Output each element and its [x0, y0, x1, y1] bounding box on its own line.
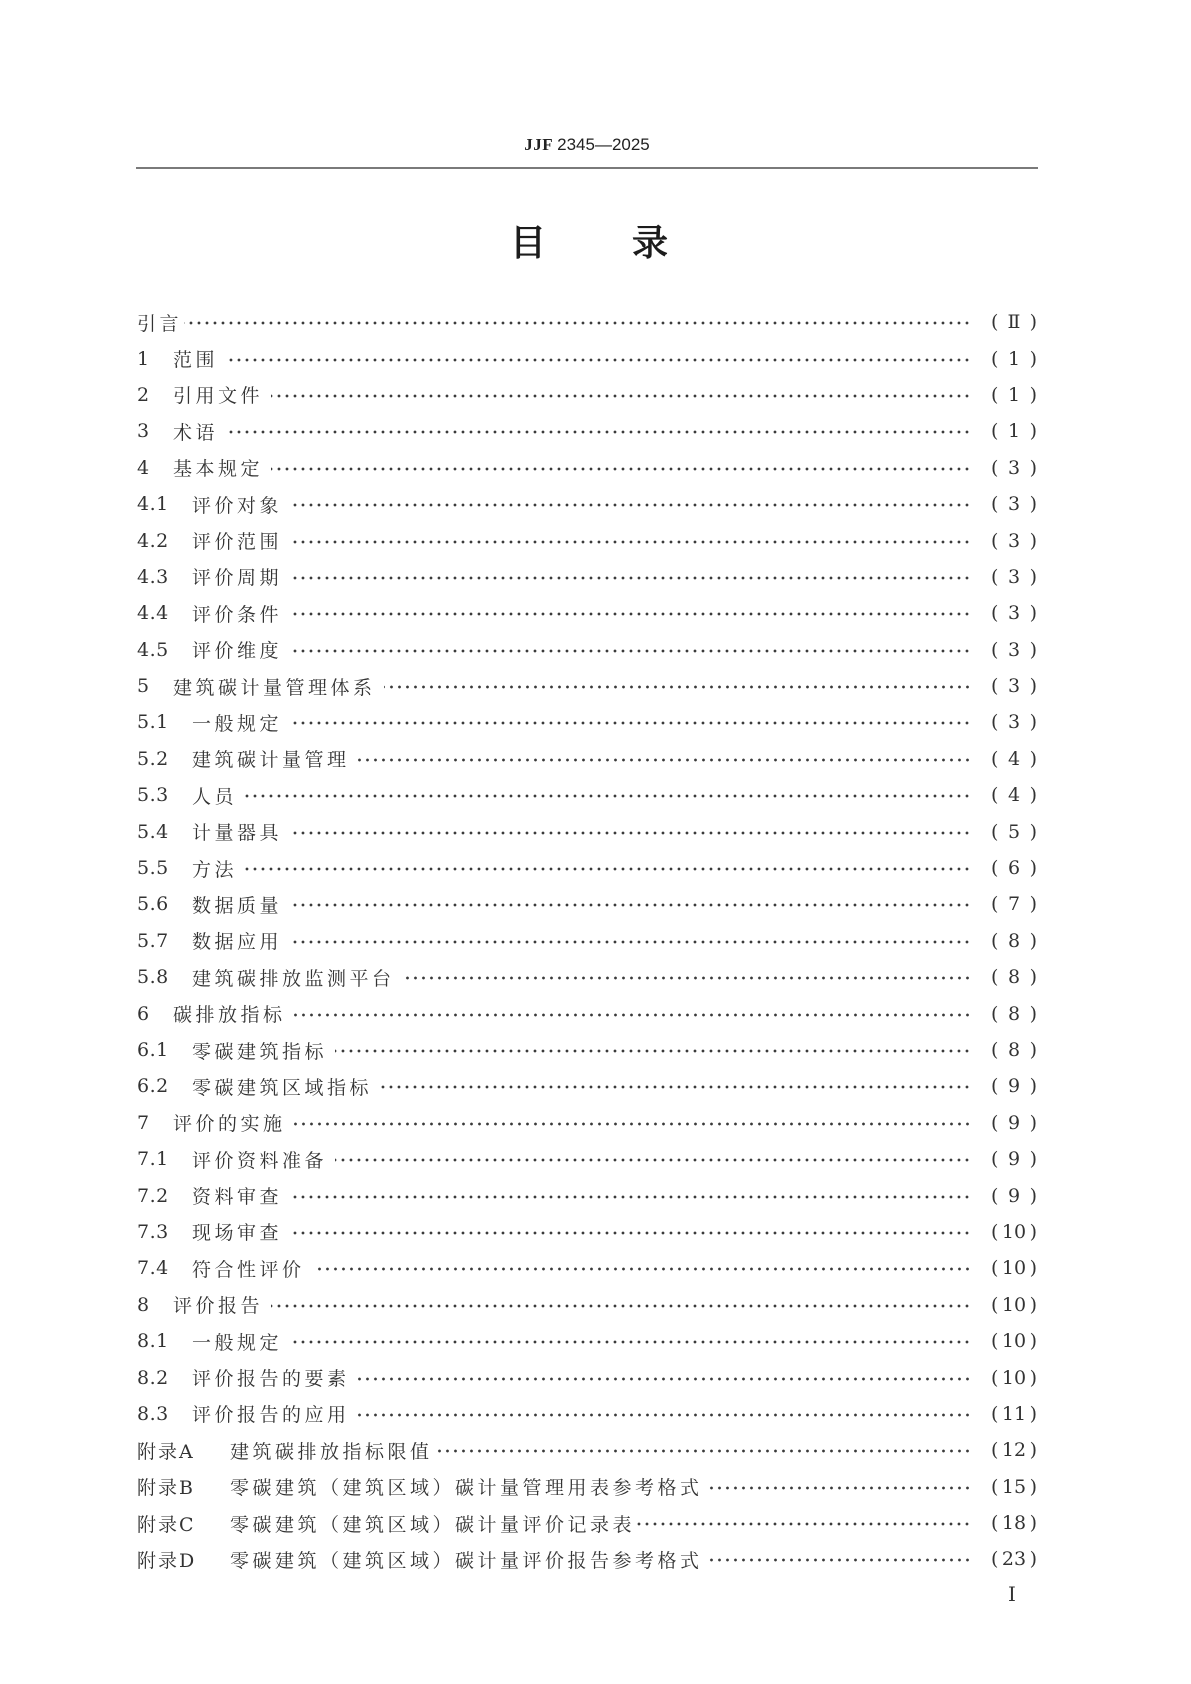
toc-entry-label: 基本规定 — [173, 458, 264, 481]
dot-leader — [290, 540, 971, 544]
page-open-paren: ( — [991, 1402, 999, 1425]
toc-entry-number: 8 — [137, 1293, 150, 1316]
toc-entry-number: 7.2 — [137, 1184, 169, 1207]
toc-entry-number: 6.1 — [137, 1039, 169, 1061]
toc-entry[interactable] — [137, 959, 1037, 995]
page-number: 10 — [1001, 1366, 1027, 1389]
toc-entry-number: 4.4 — [137, 602, 169, 625]
toc-entry-number: 3 — [137, 420, 150, 443]
page-close-paren: ) — [1029, 1548, 1037, 1571]
page-number: 7 — [1007, 893, 1021, 916]
toc-entry[interactable] — [137, 413, 1037, 449]
toc-entry-label: 评价报告的应用 — [192, 1404, 350, 1427]
page-close-paren: ) — [1029, 1111, 1037, 1134]
toc-entry[interactable] — [137, 377, 1037, 413]
page-close-paren: ) — [1029, 1475, 1037, 1498]
page-number: 3 — [1007, 675, 1021, 698]
page-number: 8 — [1007, 1002, 1021, 1025]
toc-entry-number: 5.5 — [137, 857, 169, 880]
toc-entry-number: 2 — [137, 383, 150, 406]
page-open-paren: ( — [991, 675, 999, 698]
toc-entry-number: 7 — [137, 1111, 150, 1134]
toc-entry-page — [991, 821, 1037, 843]
page-open-paren: ( — [991, 1002, 999, 1025]
page-number: 12 — [1001, 1439, 1027, 1462]
page-open-paren: ( — [991, 1330, 999, 1353]
dot-leader — [705, 1486, 971, 1490]
toc-entry-number: 7.1 — [137, 1148, 169, 1171]
toc-entry-page — [991, 1003, 1037, 1025]
page-folio: I — [1008, 1582, 1016, 1606]
toc-entry-page — [991, 602, 1037, 624]
toc-entry-number: 6.2 — [137, 1075, 169, 1098]
page-close-paren: ) — [1029, 602, 1037, 625]
page-number: 18 — [1001, 1512, 1027, 1535]
page-number: 9 — [1007, 1148, 1021, 1171]
toc-entry-label: 引言 — [137, 312, 183, 335]
toc-entry-number: 4.3 — [137, 565, 169, 588]
table-of-contents — [137, 304, 1037, 1578]
toc-entry-label: 零碳建筑（建筑区域）碳计量评价报告参考格式 — [230, 1549, 703, 1572]
toc-entry-label: 建筑碳计量管理体系 — [173, 676, 376, 699]
dot-leader — [358, 1377, 971, 1381]
page-number: 1 — [1007, 383, 1021, 406]
toc-entry-page — [991, 493, 1037, 515]
toc-entry-page — [991, 639, 1037, 661]
toc-entry[interactable] — [137, 340, 1037, 376]
page-open-paren: ( — [991, 1293, 999, 1316]
toc-entry-page — [991, 566, 1037, 588]
page-close-paren: ) — [1029, 638, 1037, 661]
page-number: 4 — [1007, 784, 1021, 807]
page-close-paren: ) — [1029, 1257, 1037, 1280]
page-open-paren: ( — [991, 929, 999, 952]
page-open-paren: ( — [991, 1220, 999, 1243]
page-close-paren: ) — [1029, 420, 1037, 443]
page-close-paren: ) — [1029, 893, 1037, 916]
toc-entry-number: 附录D — [137, 1549, 197, 1572]
dot-leader — [637, 1522, 971, 1526]
toc-entry[interactable] — [137, 1141, 1037, 1177]
toc-entry[interactable] — [137, 304, 1037, 340]
toc-entry-page — [991, 930, 1037, 952]
page-open-paren: ( — [991, 711, 999, 734]
running-header — [0, 134, 1174, 156]
page-open-paren: ( — [991, 1075, 999, 1098]
page-number: 9 — [1007, 1111, 1021, 1134]
toc-entry-label: 一般规定 — [192, 1331, 283, 1354]
page-open-paren: ( — [991, 529, 999, 552]
toc-entry-page — [991, 311, 1037, 333]
page-number: 15 — [1001, 1475, 1027, 1498]
toc-entry-number: 8.1 — [137, 1330, 169, 1353]
toc-entry-number: 附录C — [137, 1513, 196, 1536]
dot-leader — [403, 976, 971, 980]
page-close-paren: ) — [1029, 347, 1037, 370]
toc-entry-number: 5.4 — [137, 820, 169, 843]
toc-entry-page — [991, 420, 1037, 442]
dot-leader — [226, 358, 971, 362]
dot-leader — [380, 1085, 971, 1089]
dot-leader — [290, 721, 971, 725]
page-number: 10 — [1001, 1293, 1027, 1316]
page-open-paren: ( — [991, 1039, 999, 1061]
toc-entry-label: 评价报告的要素 — [192, 1368, 350, 1391]
page-close-paren: ) — [1029, 311, 1037, 334]
toc-entry-page — [991, 1403, 1037, 1425]
page-number: Ⅱ — [1007, 311, 1021, 334]
page-close-paren: ) — [1029, 1184, 1037, 1207]
page-close-paren: ) — [1029, 747, 1037, 770]
toc-entry[interactable] — [137, 522, 1037, 558]
page-number: 9 — [1007, 1184, 1021, 1207]
page-title: 目录 — [509, 223, 754, 264]
toc-entry[interactable] — [137, 1541, 1037, 1577]
page-close-paren: ) — [1029, 1075, 1037, 1098]
dot-leader — [358, 758, 971, 762]
toc-entry-label: 方法 — [192, 858, 238, 881]
toc-entry-label: 一般规定 — [192, 712, 283, 735]
page-open-paren: ( — [991, 420, 999, 443]
toc-entry[interactable] — [137, 923, 1037, 959]
toc-entry-page — [991, 1112, 1037, 1134]
toc-entry-number: 7.4 — [137, 1257, 169, 1280]
dot-leader — [335, 1049, 971, 1053]
toc-entry[interactable] — [137, 813, 1037, 849]
toc-entry-page — [991, 1439, 1037, 1461]
dot-leader — [290, 1340, 971, 1344]
dot-leader — [384, 685, 971, 689]
page-close-paren: ) — [1029, 675, 1037, 698]
dot-leader — [705, 1558, 971, 1562]
toc-entry[interactable] — [137, 1505, 1037, 1541]
toc-entry-label: 评价对象 — [192, 494, 283, 517]
toc-entry-label: 评价范围 — [192, 531, 283, 554]
page-close-paren: ) — [1029, 493, 1037, 516]
toc-entry-number: 5.3 — [137, 784, 169, 807]
page-number: 10 — [1001, 1257, 1027, 1280]
toc-entry-label: 评价资料准备 — [192, 1149, 328, 1172]
page-open-paren: ( — [991, 638, 999, 661]
toc-entry-number: 5.2 — [137, 747, 169, 770]
dot-leader — [271, 394, 971, 398]
page-close-paren: ) — [1029, 1512, 1037, 1535]
toc-entry-number: 4.5 — [137, 638, 169, 661]
toc-entry-label: 符合性评价 — [192, 1258, 305, 1281]
toc-entry-page — [991, 1330, 1037, 1352]
dot-leader — [245, 794, 971, 798]
page-close-paren: ) — [1029, 1002, 1037, 1025]
toc-entry-label: 零碳建筑（建筑区域）碳计量管理用表参考格式 — [230, 1477, 703, 1500]
toc-entry[interactable] — [137, 777, 1037, 813]
toc-entry-label: 术语 — [173, 421, 219, 444]
page-open-paren: ( — [991, 456, 999, 479]
toc-entry-label: 建筑碳排放指标限值 — [230, 1440, 433, 1463]
toc-entry-number: 1 — [137, 347, 150, 370]
toc-entry-label: 碳排放指标 — [173, 1004, 286, 1027]
page-number: 10 — [1001, 1330, 1027, 1353]
page-close-paren: ) — [1029, 1039, 1037, 1061]
page-close-paren: ) — [1029, 1330, 1037, 1353]
page-number: 3 — [1007, 529, 1021, 552]
page-close-paren: ) — [1029, 711, 1037, 734]
page-close-paren: ) — [1029, 784, 1037, 807]
toc-entry[interactable] — [137, 632, 1037, 668]
toc-entry-page — [991, 1039, 1037, 1061]
toc-entry-page — [991, 530, 1037, 552]
page-close-paren: ) — [1029, 1293, 1037, 1316]
dot-leader — [290, 649, 971, 653]
dot-leader — [290, 1195, 971, 1199]
toc-entry-label: 范围 — [173, 349, 219, 372]
toc-entry-page — [991, 1257, 1037, 1279]
toc-entry-label: 资料审查 — [192, 1186, 283, 1209]
toc-entry[interactable] — [137, 1287, 1037, 1323]
page-open-paren: ( — [991, 1111, 999, 1134]
toc-entry-number: 5.8 — [137, 966, 169, 989]
toc-entry[interactable] — [137, 1177, 1037, 1213]
toc-entry[interactable] — [137, 1396, 1037, 1432]
header-rule — [136, 167, 1038, 169]
dot-leader — [435, 1449, 971, 1453]
toc-entry[interactable] — [137, 995, 1037, 1031]
standard-number: 2345—2025 — [557, 135, 650, 154]
toc-entry[interactable] — [137, 704, 1037, 740]
dot-leader — [290, 503, 971, 507]
page-number: 10 — [1001, 1220, 1027, 1243]
page-number: 3 — [1007, 638, 1021, 661]
toc-entry[interactable] — [137, 559, 1037, 595]
toc-entry-number: 6 — [137, 1002, 150, 1025]
page-number: 4 — [1007, 747, 1021, 770]
page-open-paren: ( — [991, 966, 999, 989]
toc-entry-number: 7.3 — [137, 1220, 169, 1243]
page-open-paren: ( — [991, 893, 999, 916]
toc-entry-page — [991, 1221, 1037, 1243]
page-open-paren: ( — [991, 1512, 999, 1535]
page-open-paren: ( — [991, 493, 999, 516]
toc-entry-label: 数据质量 — [192, 894, 283, 917]
toc-entry[interactable] — [137, 1250, 1037, 1286]
toc-entry-number: 5.6 — [137, 893, 169, 916]
toc-entry-label: 计量器具 — [192, 822, 283, 845]
toc-entry-page — [991, 384, 1037, 406]
toc-entry-label: 评价条件 — [192, 603, 283, 626]
page-open-paren: ( — [991, 1475, 999, 1498]
page-number: 3 — [1007, 456, 1021, 479]
toc-entry-number: 附录B — [137, 1477, 195, 1500]
toc-entry[interactable] — [137, 1469, 1037, 1505]
toc-entry-page — [991, 1185, 1037, 1207]
page-close-paren: ) — [1029, 1148, 1037, 1171]
page-close-paren: ) — [1029, 966, 1037, 989]
toc-entry-page — [991, 675, 1037, 697]
dot-leader — [290, 940, 971, 944]
dot-leader — [290, 903, 971, 907]
toc-entry-label: 评价周期 — [192, 567, 283, 590]
dot-leader — [294, 1013, 971, 1017]
toc-entry[interactable] — [137, 741, 1037, 777]
page-open-paren: ( — [991, 1184, 999, 1207]
page-open-paren: ( — [991, 1439, 999, 1462]
toc-entry-page — [991, 348, 1037, 370]
dot-leader — [245, 867, 971, 871]
page-number: 9 — [1007, 1075, 1021, 1098]
toc-entry-page — [991, 1512, 1037, 1534]
page-close-paren: ) — [1029, 820, 1037, 843]
toc-entry-label: 建筑碳计量管理 — [192, 749, 350, 772]
toc-entry-label: 评价报告 — [173, 1295, 264, 1318]
page-open-paren: ( — [991, 747, 999, 770]
page-open-paren: ( — [991, 1257, 999, 1280]
dot-leader — [290, 1231, 971, 1235]
toc-entry-label: 零碳建筑指标 — [192, 1040, 328, 1063]
toc-entry[interactable] — [137, 1068, 1037, 1104]
page-open-paren: ( — [991, 347, 999, 370]
toc-entry-page — [991, 711, 1037, 733]
dot-leader — [290, 612, 971, 616]
page-number: 3 — [1007, 493, 1021, 516]
toc-entry[interactable] — [137, 1432, 1037, 1468]
toc-entry-page — [991, 748, 1037, 770]
toc-entry[interactable] — [137, 1323, 1037, 1359]
page-number: 8 — [1007, 1039, 1021, 1061]
page-close-paren: ) — [1029, 1220, 1037, 1243]
page-number: 5 — [1007, 820, 1021, 843]
toc-entry-page — [991, 1367, 1037, 1389]
page-number: 3 — [1007, 565, 1021, 588]
page-open-paren: ( — [991, 1366, 999, 1389]
toc-entry[interactable] — [137, 450, 1037, 486]
dot-leader — [290, 831, 971, 835]
page-number: 11 — [1001, 1402, 1027, 1425]
toc-entry-label: 引用文件 — [173, 385, 264, 408]
page-close-paren: ) — [1029, 565, 1037, 588]
toc-entry-page — [991, 1148, 1037, 1170]
page-open-paren: ( — [991, 602, 999, 625]
page-close-paren: ) — [1029, 1402, 1037, 1425]
toc-entry-page — [991, 784, 1037, 806]
dot-leader — [226, 430, 971, 434]
page-number: 3 — [1007, 711, 1021, 734]
toc-entry[interactable] — [137, 1032, 1037, 1068]
toc-entry-number: 附录A — [137, 1440, 195, 1463]
toc-entry[interactable] — [137, 1359, 1037, 1395]
toc-entry-label: 零碳建筑（建筑区域）碳计量评价记录表 — [230, 1513, 636, 1536]
toc-entry[interactable] — [137, 1105, 1037, 1141]
toc-entry-label: 现场审查 — [192, 1222, 283, 1245]
toc-entry-number: 8.3 — [137, 1402, 169, 1425]
toc-entry-page — [991, 457, 1037, 479]
toc-entry-number: 4 — [137, 456, 150, 479]
dot-leader — [271, 1304, 971, 1308]
page-number: 3 — [1007, 602, 1021, 625]
page-close-paren: ) — [1029, 456, 1037, 479]
page-open-paren: ( — [991, 784, 999, 807]
toc-entry-label: 评价的实施 — [173, 1113, 286, 1136]
toc-entry-label: 数据应用 — [192, 931, 283, 954]
dot-leader — [294, 1122, 971, 1126]
toc-entry-number: 4.1 — [137, 493, 169, 516]
toc-entry[interactable] — [137, 668, 1037, 704]
toc-entry-page — [991, 1294, 1037, 1316]
page-open-paren: ( — [991, 565, 999, 588]
standard-prefix: JJF — [524, 135, 554, 154]
page-number: 23 — [1001, 1548, 1027, 1571]
page-close-paren: ) — [1029, 529, 1037, 552]
page-number: 1 — [1007, 347, 1021, 370]
toc-entry[interactable] — [137, 886, 1037, 922]
dot-leader — [358, 1413, 971, 1417]
toc-entry-page — [991, 1548, 1037, 1570]
toc-entry[interactable] — [137, 850, 1037, 886]
dot-leader — [271, 467, 971, 471]
toc-entry[interactable] — [137, 1214, 1037, 1250]
toc-entry-label: 零碳建筑区域指标 — [192, 1076, 373, 1099]
toc-entry-page — [991, 1476, 1037, 1498]
page-close-paren: ) — [1029, 929, 1037, 952]
page-number: 1 — [1007, 420, 1021, 443]
dot-leader — [313, 1267, 971, 1271]
dot-leader — [184, 321, 971, 325]
page-close-paren: ) — [1029, 383, 1037, 406]
dot-leader — [335, 1158, 971, 1162]
page-open-paren: ( — [991, 1148, 999, 1171]
page-open-paren: ( — [991, 820, 999, 843]
toc-entry-page — [991, 893, 1037, 915]
toc-entry[interactable] — [137, 486, 1037, 522]
toc-entry-number: 5.7 — [137, 929, 169, 952]
toc-entry-number: 4.2 — [137, 529, 169, 552]
page-close-paren: ) — [1029, 1366, 1037, 1389]
toc-entry-number: 5.1 — [137, 711, 169, 734]
page-open-paren: ( — [991, 311, 999, 334]
page-number: 8 — [1007, 966, 1021, 989]
toc-entry-page — [991, 857, 1037, 879]
toc-entry-label: 建筑碳排放监测平台 — [192, 967, 395, 990]
page-close-paren: ) — [1029, 1439, 1037, 1462]
toc-entry-number: 8.2 — [137, 1366, 169, 1389]
toc-entry-label: 人员 — [192, 785, 238, 808]
toc-entry-number: 5 — [137, 675, 150, 698]
page-close-paren: ) — [1029, 857, 1037, 880]
page-open-paren: ( — [991, 1548, 999, 1571]
dot-leader — [290, 576, 971, 580]
toc-entry-page — [991, 1075, 1037, 1097]
toc-entry-page — [991, 966, 1037, 988]
page-open-paren: ( — [991, 857, 999, 880]
page-number: 8 — [1007, 929, 1021, 952]
page-number: 6 — [1007, 857, 1021, 880]
page-open-paren: ( — [991, 383, 999, 406]
toc-entry-label: 评价维度 — [192, 640, 283, 663]
toc-entry[interactable] — [137, 595, 1037, 631]
